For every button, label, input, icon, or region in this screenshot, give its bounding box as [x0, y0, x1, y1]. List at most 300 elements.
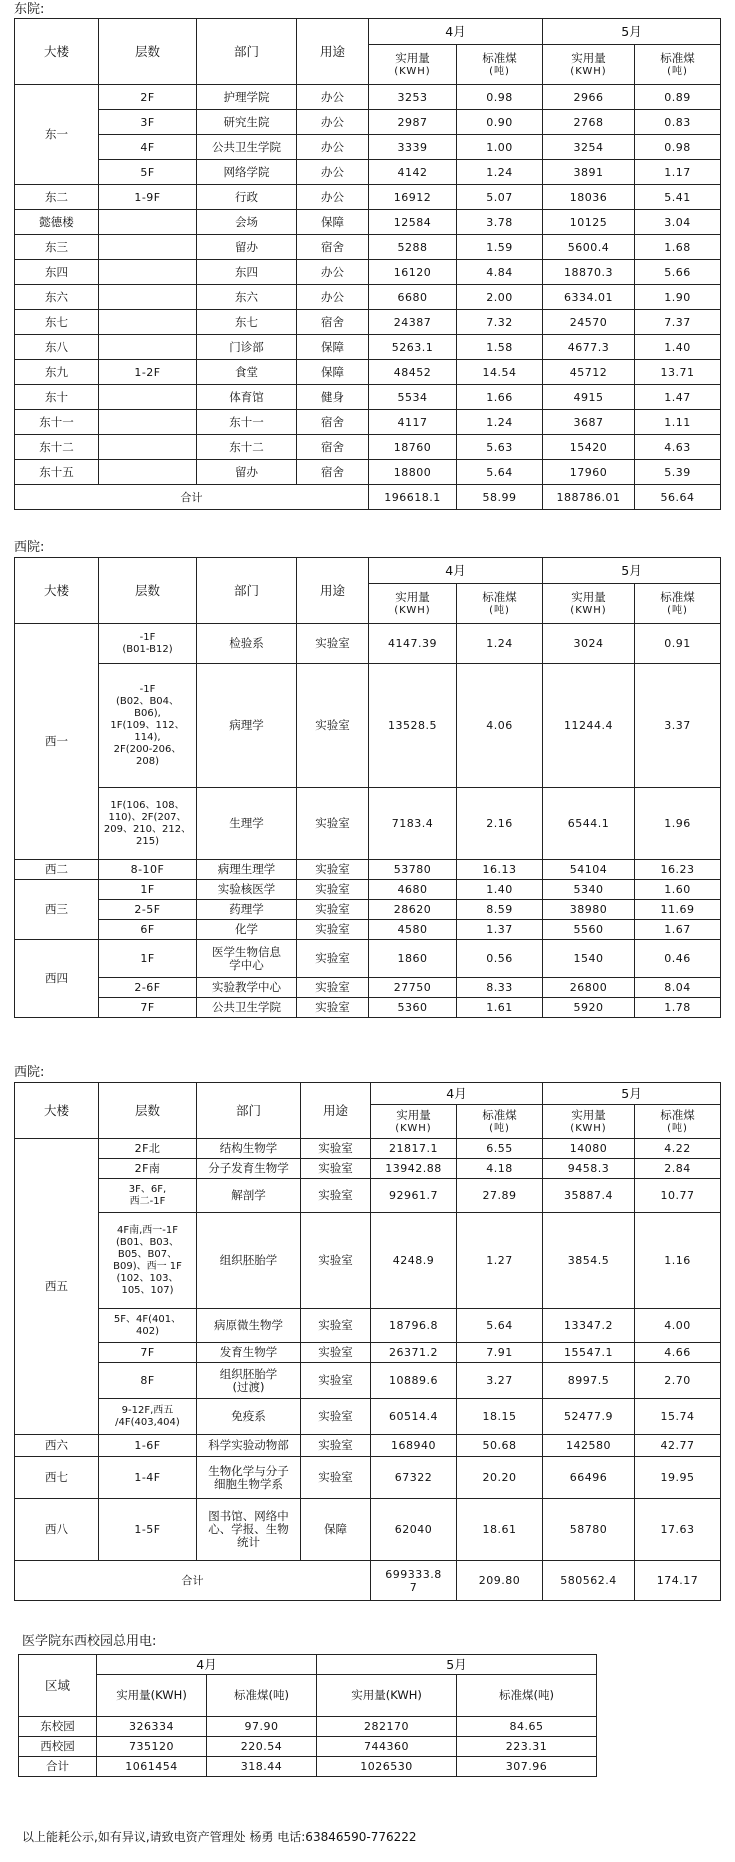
table-row — [15, 460, 721, 485]
floor-cell — [99, 310, 197, 335]
building-cell: 东七 — [15, 310, 99, 335]
april-coal-cell: 97.90 — [207, 1717, 317, 1737]
may-kwh-cell: 1026530 — [317, 1757, 457, 1777]
table-row — [15, 110, 721, 135]
may-kwh-cell: 18036 — [543, 185, 635, 210]
may-coal-cell: 1.96 — [635, 788, 721, 860]
april-coal-cell: 1.58 — [457, 335, 543, 360]
building-cell: 东十 — [15, 385, 99, 410]
april-kwh-cell: 48452 — [369, 360, 457, 385]
table-row — [15, 920, 721, 940]
floor-cell — [99, 435, 197, 460]
april-coal-cell: 5.07 — [457, 185, 543, 210]
may-coal-cell: 13.71 — [635, 360, 721, 385]
may-coal-cell: 1.17 — [635, 160, 721, 185]
april-kwh-cell: 16120 — [369, 260, 457, 285]
header-april-usage: 实用量 (KWH) — [369, 584, 457, 624]
may-kwh-cell: 3854.5 — [543, 1213, 635, 1309]
april-coal-cell: 4.84 — [457, 260, 543, 285]
april-coal-cell: 8.33 — [457, 978, 543, 998]
may-coal-cell: 0.98 — [635, 135, 721, 160]
floor-cell: 1F — [99, 940, 197, 978]
west-section-title: 西院: — [14, 540, 45, 555]
april-kwh-cell: 18800 — [369, 460, 457, 485]
table-row — [15, 285, 721, 310]
april-kwh-cell: 5534 — [369, 385, 457, 410]
table-row — [15, 160, 721, 185]
april-kwh-cell: 26371.2 — [371, 1343, 457, 1363]
table-row — [15, 185, 721, 210]
may-kwh-cell: 3254 — [543, 135, 635, 160]
table-row — [15, 360, 721, 385]
may-coal-cell: 1.90 — [635, 285, 721, 310]
april-coal-cell: 27.89 — [457, 1179, 543, 1213]
may-kwh-cell: 54104 — [543, 860, 635, 880]
dept-cell: 体育馆 — [197, 385, 297, 410]
dept-cell: 组织胚胎学 — [197, 1213, 301, 1309]
april-kwh-cell: 735120 — [97, 1737, 207, 1757]
may-coal-cell: 1.11 — [635, 410, 721, 435]
building-cell: 东十二 — [15, 435, 99, 460]
may-kwh-cell: 45712 — [543, 360, 635, 385]
building-cell: 东二 — [15, 185, 99, 210]
header-april-coal: 标准煤 (吨) — [457, 45, 543, 85]
april-coal-cell: 50.68 — [457, 1435, 543, 1457]
april-coal-cell: 6.55 — [457, 1139, 543, 1159]
floor-cell: 1-6F — [99, 1435, 197, 1457]
may-coal-cell: 0.89 — [635, 85, 721, 110]
april-kwh-cell: 12584 — [369, 210, 457, 235]
may-kwh-cell: 58780 — [543, 1499, 635, 1561]
floor-cell: 6F — [99, 920, 197, 940]
may-coal-cell: 4.00 — [635, 1309, 721, 1343]
table-row — [15, 624, 721, 664]
table-row — [15, 1499, 721, 1561]
april-kwh-cell: 16912 — [369, 185, 457, 210]
may-coal-cell: 16.23 — [635, 860, 721, 880]
dept-cell: 病原微生物学 — [197, 1309, 301, 1343]
may-coal-cell: 5.39 — [635, 460, 721, 485]
use-cell: 保障 — [297, 210, 369, 235]
april-coal-cell: 7.91 — [457, 1343, 543, 1363]
use-cell: 办公 — [297, 160, 369, 185]
dept-cell: 东四 — [197, 260, 297, 285]
april-coal-cell: 8.59 — [457, 900, 543, 920]
table-row — [15, 1213, 721, 1309]
may-kwh-cell: 5560 — [543, 920, 635, 940]
use-cell: 宿舍 — [297, 235, 369, 260]
may-kwh-cell: 35887.4 — [543, 1179, 635, 1213]
table-row — [15, 880, 721, 900]
april-kwh-cell: 3253 — [369, 85, 457, 110]
may-coal-cell: 4.63 — [635, 435, 721, 460]
region-cell: 西校园 — [19, 1737, 97, 1757]
region-cell: 合计 — [19, 1757, 97, 1777]
header-dept: 部门 — [197, 1083, 301, 1139]
summary-title: 医学院东西校园总用电: — [22, 1634, 157, 1649]
total-april-coal: 209.80 — [457, 1561, 543, 1601]
total-april-kwh: 196618.1 — [369, 485, 457, 510]
floor-cell: -1F (B01-B12) — [99, 624, 197, 664]
table-row — [15, 940, 721, 978]
april-kwh-cell: 62040 — [371, 1499, 457, 1561]
footer-notice: 以上能耗公示,如有异议,请致电资产管理处 杨勇 电话:63846590-776222 — [22, 1830, 417, 1844]
april-coal-cell: 1.40 — [457, 880, 543, 900]
may-kwh-cell: 8997.5 — [543, 1363, 635, 1399]
may-coal-cell: 2.70 — [635, 1363, 721, 1399]
use-cell: 实验室 — [301, 1179, 371, 1213]
header-may-coal: 标准煤 (吨) — [635, 584, 721, 624]
total-label: 合计 — [15, 485, 369, 510]
dept-cell: 化学 — [197, 920, 297, 940]
building-cell: 懿德楼 — [15, 210, 99, 235]
april-coal-cell: 18.15 — [457, 1399, 543, 1435]
table-row — [19, 1717, 597, 1737]
dept-cell: 公共卫生学院 — [197, 135, 297, 160]
dept-cell: 免疫系 — [197, 1399, 301, 1435]
building-cell: 西四 — [15, 940, 99, 1018]
table-row — [15, 1309, 721, 1343]
may-kwh-cell: 10125 — [543, 210, 635, 235]
may-kwh-cell: 142580 — [543, 1435, 635, 1457]
april-kwh-cell: 2987 — [369, 110, 457, 135]
table-row — [15, 210, 721, 235]
header-floor: 层数 — [99, 19, 197, 85]
may-kwh-cell: 6544.1 — [543, 788, 635, 860]
april-coal-cell: 1.66 — [457, 385, 543, 410]
dept-cell: 病理生理学 — [197, 860, 297, 880]
table-row — [15, 900, 721, 920]
use-cell: 实验室 — [301, 1363, 371, 1399]
may-kwh-cell: 13347.2 — [543, 1309, 635, 1343]
may-kwh-cell: 282170 — [317, 1717, 457, 1737]
floor-cell — [99, 285, 197, 310]
may-coal-cell: 3.04 — [635, 210, 721, 235]
may-coal-cell: 223.31 — [457, 1737, 597, 1757]
table-row — [15, 1159, 721, 1179]
region-cell: 东校园 — [19, 1717, 97, 1737]
dept-cell: 实验核医学 — [197, 880, 297, 900]
header-may: 5月 — [543, 19, 721, 45]
may-kwh-cell: 17960 — [543, 460, 635, 485]
may-kwh-cell: 3024 — [543, 624, 635, 664]
floor-cell — [99, 410, 197, 435]
april-coal-cell: 16.13 — [457, 860, 543, 880]
may-coal-cell: 1.16 — [635, 1213, 721, 1309]
building-cell: 东一 — [15, 85, 99, 185]
april-kwh-cell: 5288 — [369, 235, 457, 260]
floor-cell: 2-6F — [99, 978, 197, 998]
april-coal-cell: 2.00 — [457, 285, 543, 310]
use-cell: 实验室 — [301, 1399, 371, 1435]
floor-cell: 1-2F — [99, 360, 197, 385]
may-kwh-cell: 14080 — [543, 1139, 635, 1159]
use-cell: 办公 — [297, 185, 369, 210]
building-cell: 东三 — [15, 235, 99, 260]
april-coal-cell: 5.64 — [457, 460, 543, 485]
header-building: 大楼 — [15, 19, 99, 85]
use-cell: 实验室 — [301, 1457, 371, 1499]
table-row — [15, 335, 721, 360]
use-cell: 宿舍 — [297, 410, 369, 435]
april-kwh-cell: 13528.5 — [369, 664, 457, 788]
building-cell: 东十一 — [15, 410, 99, 435]
april-kwh-cell: 4680 — [369, 880, 457, 900]
dept-cell: 食堂 — [197, 360, 297, 385]
dept-cell: 图书馆、网络中 心、学报、生物 统计 — [197, 1499, 301, 1561]
dept-cell: 留办 — [197, 460, 297, 485]
header-april-coal: 标准煤 (吨) — [457, 584, 543, 624]
may-kwh-cell: 26800 — [543, 978, 635, 998]
summary-table — [18, 1654, 597, 1777]
may-coal-cell: 19.95 — [635, 1457, 721, 1499]
april-kwh-cell: 7183.4 — [369, 788, 457, 860]
may-kwh-cell: 11244.4 — [543, 664, 635, 788]
may-kwh-cell: 18870.3 — [543, 260, 635, 285]
table-row — [15, 310, 721, 335]
table-row — [15, 664, 721, 788]
building-cell: 东六 — [15, 285, 99, 310]
may-kwh-cell: 4915 — [543, 385, 635, 410]
may-kwh-cell: 5920 — [543, 998, 635, 1018]
april-kwh-cell: 24387 — [369, 310, 457, 335]
total-april-coal: 58.99 — [457, 485, 543, 510]
header-floor: 层数 — [99, 558, 197, 624]
dept-cell: 实验教学中心 — [197, 978, 297, 998]
may-kwh-cell: 15547.1 — [543, 1343, 635, 1363]
april-coal-cell: 18.61 — [457, 1499, 543, 1561]
header-floor: 层数 — [99, 1083, 197, 1139]
building-cell: 东八 — [15, 335, 99, 360]
header-may: 5月 — [543, 558, 721, 584]
dept-cell: 东十一 — [197, 410, 297, 435]
floor-cell — [99, 210, 197, 235]
header-may: 5月 — [317, 1655, 597, 1675]
dept-cell: 组织胚胎学 (过渡) — [197, 1363, 301, 1399]
dept-cell: 病理学 — [197, 664, 297, 788]
april-coal-cell: 1.00 — [457, 135, 543, 160]
dept-cell: 发育生物学 — [197, 1343, 301, 1363]
may-coal-cell: 11.69 — [635, 900, 721, 920]
april-kwh-cell: 21817.1 — [371, 1139, 457, 1159]
use-cell: 实验室 — [301, 1213, 371, 1309]
may-coal-cell: 84.65 — [457, 1717, 597, 1737]
dept-cell: 门诊部 — [197, 335, 297, 360]
floor-cell: 1-9F — [99, 185, 197, 210]
floor-cell: 2-5F — [99, 900, 197, 920]
table-row — [15, 1435, 721, 1457]
building-cell: 西二 — [15, 860, 99, 880]
april-coal-cell: 7.32 — [457, 310, 543, 335]
april-coal-cell: 20.20 — [457, 1457, 543, 1499]
april-kwh-cell: 1061454 — [97, 1757, 207, 1777]
use-cell: 办公 — [297, 135, 369, 160]
may-kwh-cell: 744360 — [317, 1737, 457, 1757]
april-coal-cell: 5.64 — [457, 1309, 543, 1343]
floor-cell — [99, 260, 197, 285]
floor-cell — [99, 385, 197, 410]
floor-cell: 4F南,西一-1F (B01、B03、 B05、B07、 B09)、西一 1F (102、103、 105、107) — [99, 1213, 197, 1309]
may-kwh-cell: 38980 — [543, 900, 635, 920]
may-kwh-cell: 52477.9 — [543, 1399, 635, 1435]
may-kwh-cell: 66496 — [543, 1457, 635, 1499]
dept-cell: 会场 — [197, 210, 297, 235]
east-energy-table — [14, 18, 721, 510]
april-coal-cell: 5.63 — [457, 435, 543, 460]
header-may-usage: 实用量 (KWH) — [543, 584, 635, 624]
table-row — [15, 385, 721, 410]
use-cell: 实验室 — [301, 1139, 371, 1159]
may-kwh-cell: 15420 — [543, 435, 635, 460]
may-coal-cell: 1.60 — [635, 880, 721, 900]
may-coal-cell: 7.37 — [635, 310, 721, 335]
use-cell: 实验室 — [297, 860, 369, 880]
april-kwh-cell: 4580 — [369, 920, 457, 940]
header-may-coal: 标准煤 (吨) — [635, 45, 721, 85]
dept-cell: 研究生院 — [197, 110, 297, 135]
use-cell: 宿舍 — [297, 435, 369, 460]
total-label: 合计 — [15, 1561, 371, 1601]
may-coal-cell: 1.40 — [635, 335, 721, 360]
dept-cell: 检验系 — [197, 624, 297, 664]
use-cell: 健身 — [297, 385, 369, 410]
table-row — [15, 260, 721, 285]
april-coal-cell: 4.06 — [457, 664, 543, 788]
floor-cell: 9-12F,西五 /4F(403,404) — [99, 1399, 197, 1435]
use-cell: 实验室 — [297, 624, 369, 664]
may-kwh-cell: 24570 — [543, 310, 635, 335]
header-building: 大楼 — [15, 558, 99, 624]
use-cell: 保障 — [301, 1499, 371, 1561]
use-cell: 实验室 — [301, 1343, 371, 1363]
may-coal-cell: 5.66 — [635, 260, 721, 285]
header-april: 4月 — [369, 19, 543, 45]
april-kwh-cell: 4248.9 — [371, 1213, 457, 1309]
may-coal-cell: 0.83 — [635, 110, 721, 135]
floor-cell: 1F(106、108、 110)、2F(207、 209、210、212、 215) — [99, 788, 197, 860]
header-april-coal: 标准煤(吨) — [207, 1675, 317, 1717]
dept-cell: 药理学 — [197, 900, 297, 920]
dept-cell: 留办 — [197, 235, 297, 260]
dept-cell: 医学生物信息 学中心 — [197, 940, 297, 978]
may-kwh-cell: 6334.01 — [543, 285, 635, 310]
april-kwh-cell: 18760 — [369, 435, 457, 460]
april-kwh-cell: 4147.39 — [369, 624, 457, 664]
april-coal-cell: 1.27 — [457, 1213, 543, 1309]
floor-cell: 2F南 — [99, 1159, 197, 1179]
april-kwh-cell: 27750 — [369, 978, 457, 998]
use-cell: 办公 — [297, 85, 369, 110]
april-kwh-cell: 67322 — [371, 1457, 457, 1499]
april-kwh-cell: 60514.4 — [371, 1399, 457, 1435]
header-building: 大楼 — [15, 1083, 99, 1139]
april-coal-cell: 0.98 — [457, 85, 543, 110]
header-april-usage: 实用量(KWH) — [97, 1675, 207, 1717]
table-row — [15, 85, 721, 110]
header-april-usage: 实用量 (KWH) — [369, 45, 457, 85]
total-may-coal: 56.64 — [635, 485, 721, 510]
header-region: 区域 — [19, 1655, 97, 1717]
floor-cell: 2F — [99, 85, 197, 110]
table-row — [15, 1457, 721, 1499]
april-kwh-cell: 1860 — [369, 940, 457, 978]
april-coal-cell: 0.90 — [457, 110, 543, 135]
may-coal-cell: 1.78 — [635, 998, 721, 1018]
april-coal-cell: 4.18 — [457, 1159, 543, 1179]
may-coal-cell: 0.46 — [635, 940, 721, 978]
april-coal-cell: 3.78 — [457, 210, 543, 235]
header-may-usage: 实用量 (KWH) — [543, 1105, 635, 1139]
table-row — [15, 860, 721, 880]
floor-cell: 4F — [99, 135, 197, 160]
floor-cell: 7F — [99, 1343, 197, 1363]
april-kwh-cell: 168940 — [371, 1435, 457, 1457]
header-april-usage: 实用量 (KWH) — [371, 1105, 457, 1139]
header-may: 5月 — [543, 1083, 721, 1105]
april-coal-cell: 0.56 — [457, 940, 543, 978]
april-coal-cell: 3.27 — [457, 1363, 543, 1399]
may-kwh-cell: 5600.4 — [543, 235, 635, 260]
use-cell: 实验室 — [301, 1159, 371, 1179]
floor-cell: 5F、4F(401、 402) — [99, 1309, 197, 1343]
total-may-coal: 174.17 — [635, 1561, 721, 1601]
floor-cell — [99, 235, 197, 260]
may-kwh-cell: 3891 — [543, 160, 635, 185]
april-kwh-cell: 10889.6 — [371, 1363, 457, 1399]
floor-cell: 1-4F — [99, 1457, 197, 1499]
floor-cell — [99, 460, 197, 485]
floor-cell — [99, 335, 197, 360]
table-row — [15, 1363, 721, 1399]
total-row — [15, 1561, 721, 1601]
west-energy-table-1 — [14, 557, 721, 1018]
floor-cell: 2F北 — [99, 1139, 197, 1159]
use-cell: 实验室 — [297, 998, 369, 1018]
dept-cell: 东十二 — [197, 435, 297, 460]
may-coal-cell: 17.63 — [635, 1499, 721, 1561]
april-coal-cell: 1.24 — [457, 624, 543, 664]
table-row — [15, 1179, 721, 1213]
use-cell: 实验室 — [297, 900, 369, 920]
use-cell: 保障 — [297, 360, 369, 385]
dept-cell: 东六 — [197, 285, 297, 310]
dept-cell: 科学实验动物部 — [197, 1435, 301, 1457]
april-coal-cell: 2.16 — [457, 788, 543, 860]
april-kwh-cell: 13942.88 — [371, 1159, 457, 1179]
april-kwh-cell: 5360 — [369, 998, 457, 1018]
header-may-usage: 实用量 (KWH) — [543, 45, 635, 85]
use-cell: 实验室 — [301, 1435, 371, 1457]
floor-cell: 8-10F — [99, 860, 197, 880]
april-kwh-cell: 4142 — [369, 160, 457, 185]
april-coal-cell: 1.61 — [457, 998, 543, 1018]
may-kwh-cell: 2966 — [543, 85, 635, 110]
use-cell: 实验室 — [297, 978, 369, 998]
floor-cell: 7F — [99, 998, 197, 1018]
april-kwh-cell: 92961.7 — [371, 1179, 457, 1213]
may-kwh-cell: 3687 — [543, 410, 635, 435]
may-coal-cell: 1.67 — [635, 920, 721, 940]
floor-cell: 3F — [99, 110, 197, 135]
table-row — [15, 410, 721, 435]
header-april-coal: 标准煤 (吨) — [457, 1105, 543, 1139]
west-section-title-2: 西院: — [14, 1065, 45, 1080]
april-kwh-cell: 3339 — [369, 135, 457, 160]
building-cell: 东四 — [15, 260, 99, 285]
table-row — [15, 1399, 721, 1435]
april-coal-cell: 1.24 — [457, 160, 543, 185]
header-dept: 部门 — [197, 558, 297, 624]
